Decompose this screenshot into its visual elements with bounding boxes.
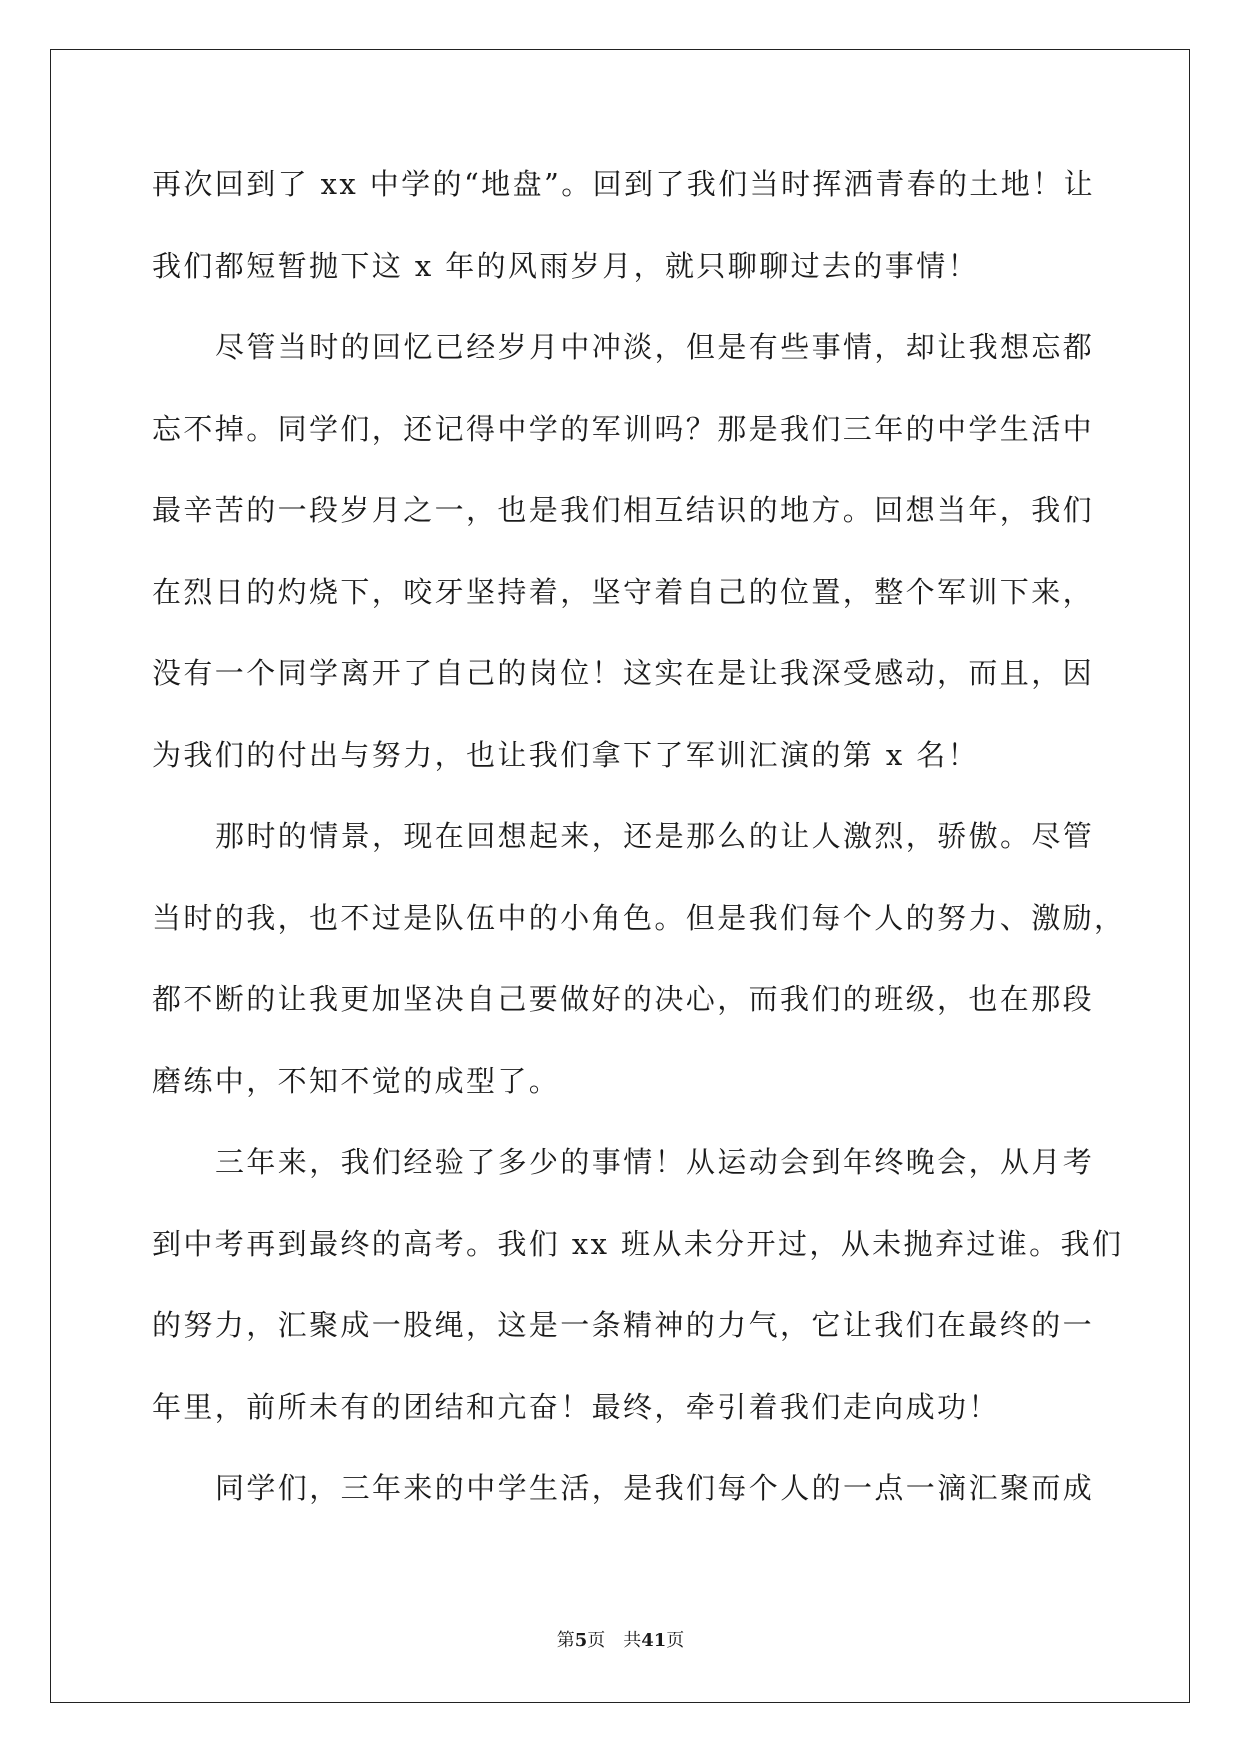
text-line: 忘不掉。同学们，还记得中学的军训吗？那是我们三年的中学生活中 <box>152 411 1095 446</box>
total-suffix: 页 <box>666 1630 685 1651</box>
text-line: 最辛苦的一段岁月之一，也是我们相互结识的地方。回想当年，我们 <box>152 493 1095 527</box>
paragraph-first-line: 同学们，三年来的中学生活，是我们每个人的一点一滴汇聚而成 <box>215 1471 1095 1505</box>
text-line: 当时的我，也不过是队伍中的小角色。但是我们每个人的努力、激励， <box>152 900 1126 935</box>
page-suffix: 页 <box>587 1630 606 1651</box>
document-body <box>152 167 1126 1554</box>
paragraph-first-line: 三年来，我们经验了多少的事情！从运动会到年终晚会，从月考 <box>215 1145 1095 1179</box>
text-line: 年里，前所未有的团结和亢奋！最终，牵引着我们走向成功！ <box>152 1389 1000 1424</box>
text-line: 在烈日的灼烧下，咬牙坚持着，坚守着自己的位置，整个军训下来， <box>152 574 1095 609</box>
text-line: 没有一个同学离开了自己的岗位！这实在是让我深受感动，而且，因 <box>152 656 1095 690</box>
text-line: 都不断的让我更加坚决自己要做好的决心，而我们的班级，也在那段 <box>152 982 1095 1016</box>
page-number: 5 <box>574 1630 588 1651</box>
text-line: 的努力，汇聚成一股绳，这是一条精神的力气，它让我们在最终的一 <box>152 1308 1095 1342</box>
text-line: 我们都短暂抛下这 x 年的风雨岁月，就只聊聊过去的事情！ <box>152 248 979 283</box>
text-line: 到中考再到最终的高考。我们 xx 班从未分开过，从未抛弃过谁。我们 <box>152 1226 1124 1261</box>
text-line: 磨练中，不知不觉的成型了。 <box>152 1063 561 1098</box>
paragraph-first-line: 那时的情景，现在回想起来，还是那么的让人激烈，骄傲。尽管 <box>215 819 1095 853</box>
text-line: 再次回到了 xx 中学的“地盘”。回到了我们当时挥洒青春的土地！让 <box>152 167 1095 201</box>
paragraph-first-line: 尽管当时的回忆已经岁月中冲淡，但是有些事情，却让我想忘都 <box>215 330 1095 364</box>
text-line: 为我们的付出与努力，也让我们拿下了军训汇演的第 x 名！ <box>152 737 979 772</box>
page-footer <box>0 1626 1241 1652</box>
total-pages: 41 <box>641 1630 667 1651</box>
page-prefix: 第 <box>556 1630 575 1651</box>
total-prefix: 共 <box>623 1630 642 1651</box>
